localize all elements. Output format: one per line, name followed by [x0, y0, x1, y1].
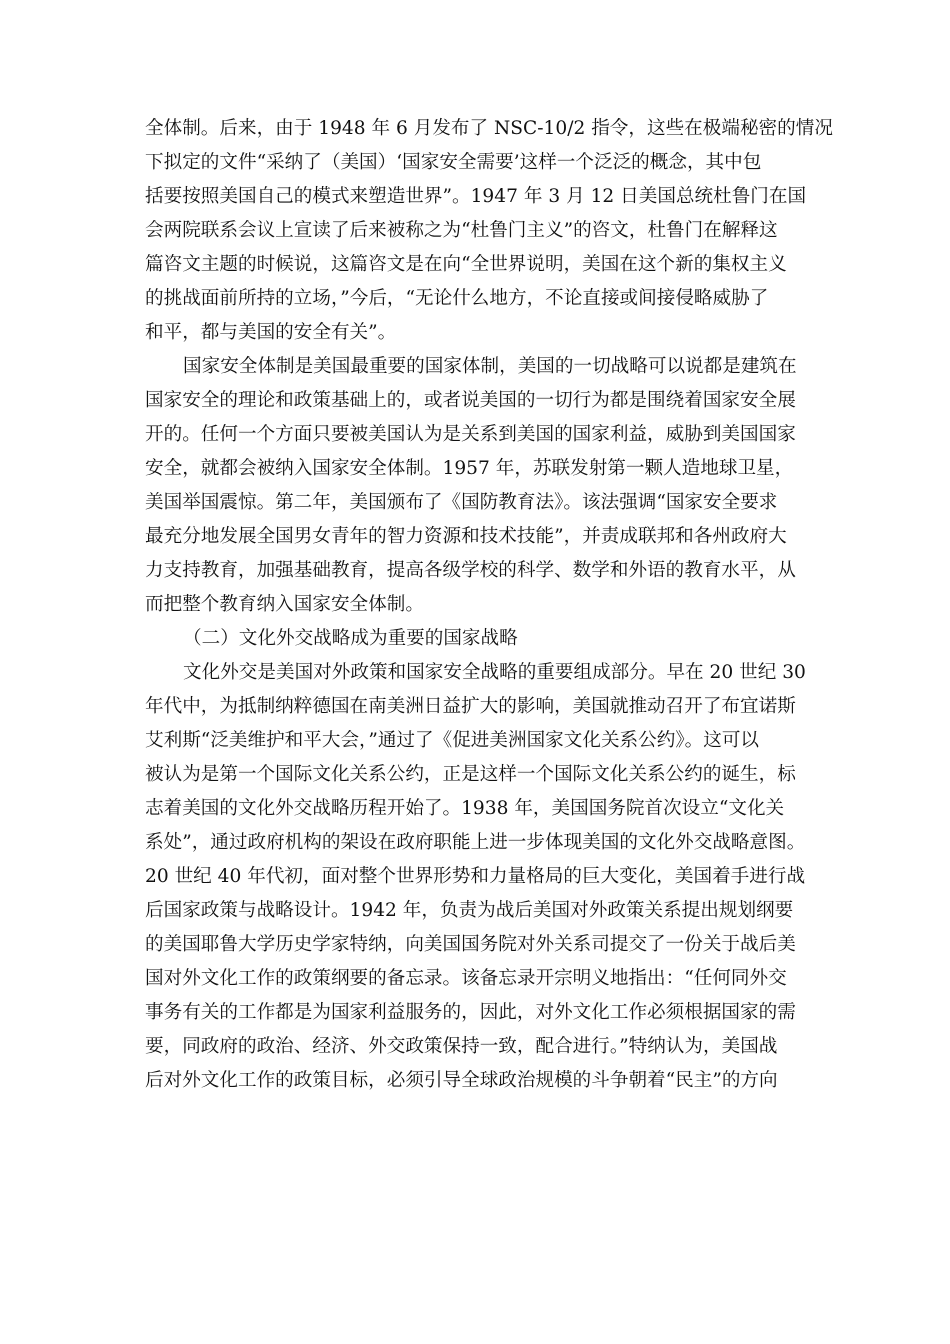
- text-line: （二）文化外交战略成为重要的国家战略: [183, 628, 518, 649]
- text-line: 系处”，通过政府机构的架设在政府职能上进一步体现美国的文化外交战略意图。: [145, 832, 806, 853]
- text-line: 文化外交是美国对外政策和国家安全战略的重要组成部分。早在 20 世纪 30: [183, 662, 806, 683]
- text-line: 后国家政策与战略设计。1942 年，负责为战后美国对外政策关系提出规划纲要: [145, 900, 794, 921]
- text-line: 和平，都与美国的安全有关”。: [145, 322, 397, 343]
- text-line: 艾利斯“泛美维护和平大会，”通过了《促进美洲国家文化关系公约》。这可以: [145, 730, 760, 751]
- text-line: 全体制。后来，由于 1948 年 6 月发布了 NSC-10/2 指令，这些在极端秘密的情况: [145, 118, 833, 139]
- text-line: 的美国耶鲁大学历史学家特纳，向美国国务院对外关系司提交了一份关于战后美: [145, 934, 796, 955]
- text-line: 的挑战面前所持的立场，”今后，“无论什么地方，不论直接或间接侵略威胁了: [145, 288, 769, 309]
- text-line: 国对外文化工作的政策纲要的备忘录。该备忘录开宗明义地指出：“任何同外交: [145, 968, 787, 989]
- text-line: 篇咨文主题的时候说，这篇咨文是在向“全世界说明，美国在这个新的集权主义: [145, 254, 787, 275]
- text-line: 年代中，为抵制纳粹德国在南美洲日益扩大的影响，美国就推动召开了布宜诺斯: [145, 696, 796, 717]
- text-line: 开的。任何一个方面只要被美国认为是关系到美国的国家利益，威胁到美国国家: [145, 424, 796, 445]
- text-line: 后对外文化工作的政策目标，必须引导全球政治规模的斗争朝着“民主”的方向: [145, 1070, 778, 1091]
- text-line: 国家安全的理论和政策基础上的，或者说美国的一切行为都是围绕着国家安全展: [145, 390, 796, 411]
- text-line: 志着美国的文化外交战略历程开始了。1938 年，美国国务院首次设立“文化关: [145, 798, 785, 819]
- text-line: 而把整个教育纳入国家安全体制。: [145, 594, 424, 615]
- text-line: 会两院联系会议上宣读了后来被称之为“杜鲁门主义”的咨文，杜鲁门在解释这: [145, 220, 778, 241]
- text-line: 美国举国震惊。第二年，美国颁布了《国防教育法》。该法强调“国家安全要求: [145, 492, 778, 513]
- document-body: [145, 112, 833, 1098]
- text-line: 最充分地发展全国男女青年的智力资源和技术技能”，并责成联邦和各州政府大: [145, 526, 787, 547]
- text-line: 安全，就都会被纳入国家安全体制。1957 年，苏联发射第一颗人造地球卫星，: [145, 458, 794, 479]
- text-line: 力支持教育，加强基础教育，提高各级学校的科学、数学和外语的教育水平，从: [145, 560, 796, 581]
- text-line: 要，同政府的政治、经济、外交政策保持一致，配合进行。”特纳认为，美国战: [145, 1036, 778, 1057]
- text-line: 括要按照美国自己的模式来塑造世界”。1947 年 3 月 12 日美国总统杜鲁门在国: [145, 186, 807, 207]
- text-line: 事务有关的工作都是为国家利益服务的，因此，对外文化工作必须根据国家的需: [145, 1002, 796, 1023]
- text-line: 被认为是第一个国际文化关系公约，正是这样一个国际文化关系公约的诞生，标: [145, 764, 796, 785]
- text-line: 20 世纪 40 年代初，面对整个世界形势和力量格局的巨大变化，美国着手进行战: [145, 866, 806, 887]
- text-line: 国家安全体制是美国最重要的国家体制，美国的一切战略可以说都是建筑在: [183, 356, 797, 377]
- text-line: 下拟定的文件“采纳了（美国）‘国家安全需要’这样一个泛泛的概念，其中包: [145, 152, 762, 173]
